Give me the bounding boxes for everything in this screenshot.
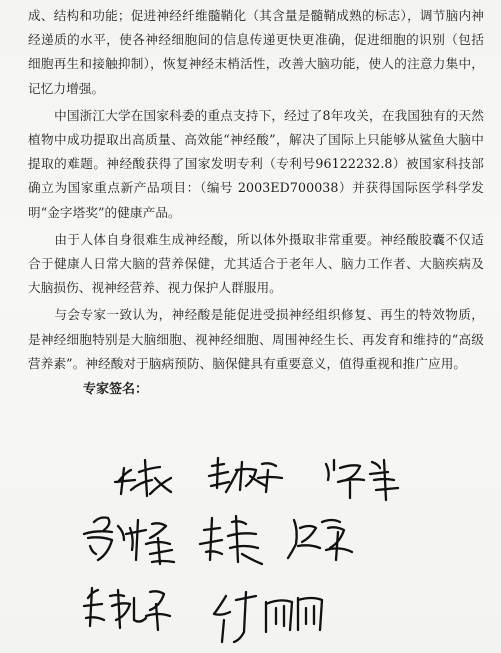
signature-1 — [115, 460, 171, 496]
paragraph-3: 由于人体自身很难生成神经酸，所以体外摄取非常重要。神经酸胶囊不仅适合于健康人日常大脑的营养保健，尤其适合于老年人、脑力工作者、大脑疾病及大脑损伤、视神经营养、视力保护人群服用。 — [28, 231, 484, 296]
signature-6 — [288, 520, 352, 560]
signature-2 — [209, 458, 282, 492]
signature-4 — [84, 518, 174, 565]
signature-8 — [214, 592, 322, 642]
handwritten-signatures — [0, 420, 501, 653]
signature-3 — [326, 460, 398, 500]
paragraph-1: 成、结构和功能；促进神经纤维髓鞘化（其含量是髓鞘成熟的标志），调节脑内神经递质的水平，使各神经细胞间的信息传递更快更准确，促进细胞的识别（包括细胞再生和接触抑制），恢复神经末梢活性，改善大脑功能，使人的注意力集中，记忆力增强。 — [28, 8, 484, 96]
paragraph-2: 中国浙江大学在国家科委的重点支持下，经过了8年攻关，在我国独有的天然植物中成功提取出高质量、高效能“神经酸”，解决了国际上只能够从鲨鱼大脑中提取的难题。神经酸获得了国家发明专利（专利号96122232.8）被国家科技部确立为国家重点新产品项目：（编号 2003ED700038）并获得国际医学科学发明“金字塔奖”的健康产品。 — [28, 107, 484, 220]
signature-7 — [84, 588, 170, 630]
body-text — [28, 4, 484, 379]
signature-5 — [200, 516, 262, 564]
paragraph-4: 与会专家一致认为，神经酸是能促进受损神经组织修复、再生的特效物质，是神经细胞特别是大脑细胞、视神经细胞、周围神经生长、再发育和维持的“高级营养素”。神经酸对于脑病预防、脑保健具有重要意义，值得重视和推广应用。 — [28, 307, 484, 371]
signatures-area — [0, 420, 501, 653]
signers-label: 专家签名： — [83, 382, 149, 397]
